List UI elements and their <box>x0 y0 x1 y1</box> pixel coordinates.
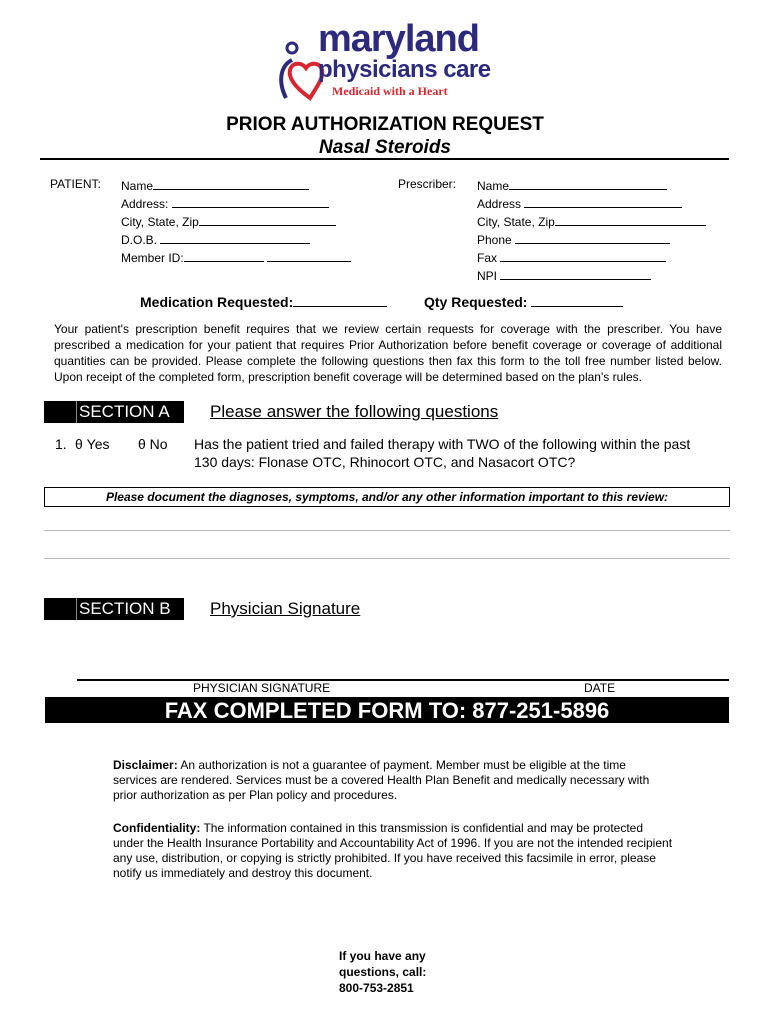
document-line-1[interactable] <box>44 530 730 531</box>
prescriber-name-row <box>477 177 706 195</box>
heart-person-icon <box>281 43 322 98</box>
patient-member-id-field-1[interactable] <box>184 249 264 262</box>
physician-signature-label: PHYSICIAN SIGNATURE <box>193 681 331 695</box>
question-1-no-option[interactable]: θ No <box>138 436 168 452</box>
form-title: PRIOR AUTHORIZATION REQUEST <box>226 114 544 135</box>
medication-row <box>140 292 387 310</box>
prescriber-address-label: Address <box>477 197 522 211</box>
contact-block <box>339 948 426 996</box>
prescriber-address-field[interactable] <box>524 195 682 208</box>
document-line-2[interactable] <box>44 558 730 559</box>
contact-line-2: questions, call: <box>339 965 427 979</box>
patient-label: PATIENT: <box>50 177 101 191</box>
question-1-number: 1. <box>55 436 67 452</box>
disclaimer-text: An authorization is not a guarantee of payment. Member must be eligible at the time services are rendered. Services must be a covered Health Plan Benefit and medically necessary with prior authorization as per Plan policy and procedures. <box>113 758 650 802</box>
patient-city-label: City, State, Zip <box>121 215 199 229</box>
section-a-heading: Please answer the following questions <box>210 402 499 421</box>
section-a-label: SECTION A <box>76 401 170 423</box>
prescriber-name-field[interactable] <box>509 177 667 190</box>
prescriber-npi-label: NPI <box>477 269 498 283</box>
prescriber-fax-label: Fax <box>477 251 498 265</box>
logo-word-physicians-care: physicians care <box>318 56 491 83</box>
document-prompt: Please document the diagnoses, symptoms, and/or any other information important to this review: <box>44 487 730 507</box>
prescriber-name-label: Name <box>477 179 510 193</box>
patient-name-row <box>121 177 351 195</box>
contact-phone: 800-753-2851 <box>339 981 414 995</box>
qty-row <box>424 292 623 310</box>
patient-name-label: Name <box>121 179 154 193</box>
patient-fields <box>121 177 351 267</box>
patient-dob-row <box>121 231 351 249</box>
question-1-text: Has the patient tried and failed therapy with TWO of the following within the past 130 days: Flonase OTC, Rhinocort OTC, and Nasacort OTC? <box>194 436 691 470</box>
prescriber-city-label: City, State, Zip <box>477 215 555 229</box>
fax-banner: FAX COMPLETED FORM TO: 877-251-5896 <box>45 697 729 723</box>
prescriber-npi-field[interactable] <box>500 267 651 280</box>
prescriber-phone-row <box>477 231 706 249</box>
qty-field[interactable] <box>531 292 623 307</box>
disclaimer-label: Disclaimer: <box>113 758 178 772</box>
section-b-label: SECTION B <box>76 598 171 620</box>
patient-member-id-field-2[interactable] <box>267 249 351 262</box>
question-1-yes-option[interactable]: θ Yes <box>75 436 110 452</box>
confidentiality-label: Confidentiality: <box>113 821 201 835</box>
prescriber-city-field[interactable] <box>555 213 706 226</box>
confidentiality-paragraph <box>113 821 673 881</box>
prescriber-fields <box>477 177 706 285</box>
patient-city-field[interactable] <box>199 213 336 226</box>
prescriber-label: Prescriber: <box>398 177 457 191</box>
prescriber-npi-row <box>477 267 706 285</box>
intro-paragraph: Your patient's prescription benefit requires that we review certain requests for coverage with the prescriber. You have prescribed a medication for your patient that requires Prior Authorization before benefit coverage or coverage of additional quantities can be provided. Please complete the following questions then fax this form to the toll free number listed below. Upon receipt of the completed form, prescription benefit coverage will be determined based on the plan's rules. <box>54 322 722 384</box>
patient-dob-field[interactable] <box>160 231 310 244</box>
title-divider <box>40 158 729 160</box>
medication-field[interactable] <box>293 292 387 307</box>
section-a-badge <box>44 401 184 423</box>
logo-tagline: Medicaid with a Heart <box>332 84 448 98</box>
confidentiality-text: The information contained in this transmission is confidential and may be protected under the Health Insurance Portability and Accountability Act of 1996. If you are not the intended recipient any use, distribution, or copying is strictly prohibited. If you have received this facsimile in error, please notify us immediately and destroy this document. <box>113 821 673 880</box>
form-subtitle: Nasal Steroids <box>319 137 451 158</box>
signature-line[interactable] <box>77 679 729 681</box>
prescriber-fax-row <box>477 249 706 267</box>
patient-address-row <box>121 195 351 213</box>
prescriber-city-row <box>477 213 706 231</box>
date-label: DATE <box>584 681 616 695</box>
patient-dob-label: D.O.B. <box>121 233 158 247</box>
prescriber-fax-field[interactable] <box>500 249 666 262</box>
patient-member-id-row <box>121 249 351 267</box>
section-b-badge <box>44 598 184 620</box>
prescriber-phone-field[interactable] <box>515 231 670 244</box>
patient-city-row <box>121 213 351 231</box>
prescriber-address-row <box>477 195 706 213</box>
contact-line-1: If you have any <box>339 949 426 963</box>
qty-label: Qty Requested: <box>424 294 528 310</box>
patient-name-field[interactable] <box>153 177 309 190</box>
patient-member-id-label: Member ID: <box>121 251 184 265</box>
disclaimer-paragraph <box>113 758 673 803</box>
logo-word-maryland: maryland <box>318 18 479 60</box>
patient-address-label: Address: <box>121 197 169 211</box>
medication-label: Medication Requested: <box>140 294 294 310</box>
patient-address-field[interactable] <box>172 195 329 208</box>
section-b-heading: Physician Signature <box>210 599 361 618</box>
prescriber-phone-label: Phone <box>477 233 512 247</box>
